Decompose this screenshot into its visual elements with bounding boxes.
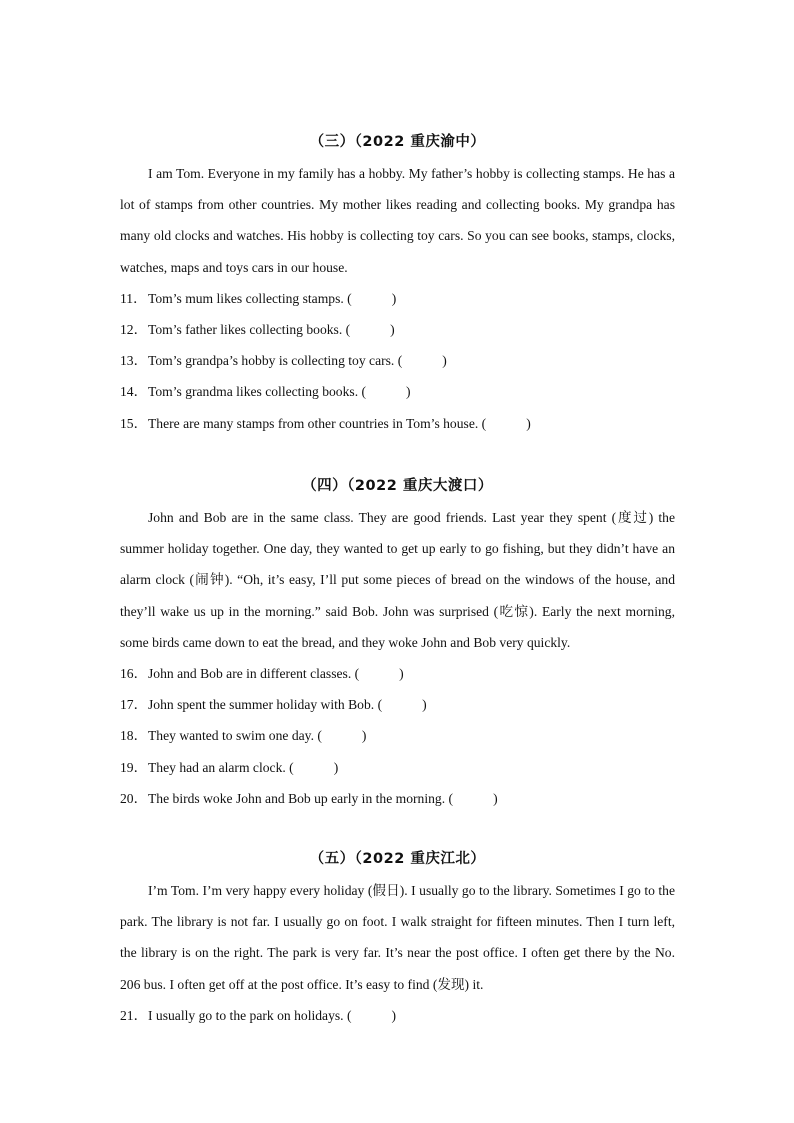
question-item: [120, 783, 675, 814]
question-text: John spent the summer holiday with Bob. (: [148, 697, 383, 713]
reading-passage: I am Tom. Everyone in my family has a hobby. My father’s hobby is collecting stamps. He has a lot of stamps from other countries. My mother likes reading and collecting books. My grandpa has many old clocks and watches. His hobby is collecting toy cars. So you can see books, stamps, clocks, watches, maps and toys cars in our house.: [120, 166, 675, 275]
question-number: 17．: [120, 697, 148, 713]
question-number: 12．: [120, 322, 148, 337]
question-item: [120, 376, 675, 407]
question-close: ): [361, 728, 367, 744]
section-title: （三）（2022 重庆渝中）: [309, 134, 486, 150]
question-text: Tom’s father likes collecting books. (: [148, 322, 351, 337]
question-number: 13．: [120, 353, 148, 369]
question-text: Tom’s grandpa’s hobby is collecting toy cars. (: [148, 353, 403, 369]
question-item: [120, 345, 675, 376]
question-close: ): [333, 759, 339, 775]
question-item: [120, 720, 675, 751]
question-text: The birds woke John and Bob up early in the morning. (: [148, 790, 454, 806]
question-text: John and Bob are in different classes. (: [148, 666, 360, 682]
question-close: ): [422, 697, 427, 713]
question-item: [120, 752, 675, 783]
reading-section-4: [120, 471, 675, 814]
question-text: Tom’s grandma likes collecting books. (: [148, 384, 367, 400]
question-number: 21．: [120, 1007, 148, 1023]
question-text: I usually go to the park on holidays. (: [148, 1007, 352, 1023]
question-number: 20．: [120, 790, 148, 806]
question-close: ): [493, 790, 498, 806]
question-number: 15．: [120, 415, 148, 431]
question-text: Tom’s mum likes collecting stamps. (: [148, 290, 352, 306]
question-item: [120, 658, 675, 689]
question-close: ): [442, 353, 447, 369]
question-number: 11．: [120, 290, 147, 306]
reading-section-3: [120, 127, 675, 439]
question-text: There are many stamps from other countries in Tom’s house. (: [148, 415, 487, 431]
question-close: ): [391, 1007, 397, 1023]
reading-passage: I’m Tom. I’m very happy every holiday (假日). I usually go to the library. Sometimes I go to the park. The library is not far. I usually go on foot. I walk straight for fifteen minutes. Then I turn left, the library is on the right. The park is very far. It’s near the post office. I often get there by the No. 206 bus. I often get off at the post office. It’s easy to find (发现) it.: [120, 883, 675, 992]
reading-passage: John and Bob are in the same class. They are good friends. Last year they spent (度过) the summer holiday together. One day, they wanted to get up early to go fishing, but they didn’t have an alarm clock (闹钟). “Oh, it’s easy, I’ll put some pieces of bread on the windows of the house, and they’ll wake us up in the morning.” said Bob. John was surprised (吃惊). Early the next morning, some birds came down to eat the bread, and they woke John and Bob very quickly.: [120, 510, 675, 650]
question-number: 19．: [120, 759, 148, 775]
section-title: （五）（2022 重庆江北）: [309, 851, 486, 867]
question-close: ): [399, 666, 404, 682]
question-item: [120, 314, 675, 345]
reading-section-5: [120, 844, 675, 1031]
question-item: [120, 283, 675, 314]
question-item: [120, 1000, 675, 1031]
question-number: 14．: [120, 384, 148, 400]
question-item: [120, 689, 675, 720]
section-title: （四）（2022 重庆大渡口）: [302, 478, 493, 494]
question-number: 16．: [120, 666, 148, 682]
question-close: ): [406, 384, 411, 400]
question-text: They wanted to swim one day. (: [148, 728, 322, 744]
question-text: They had an alarm clock. (: [148, 759, 294, 775]
question-close: ): [390, 322, 395, 337]
question-close: ): [391, 290, 397, 306]
question-item: [120, 408, 675, 439]
question-number: 18．: [120, 728, 148, 744]
question-close: ): [526, 415, 531, 431]
